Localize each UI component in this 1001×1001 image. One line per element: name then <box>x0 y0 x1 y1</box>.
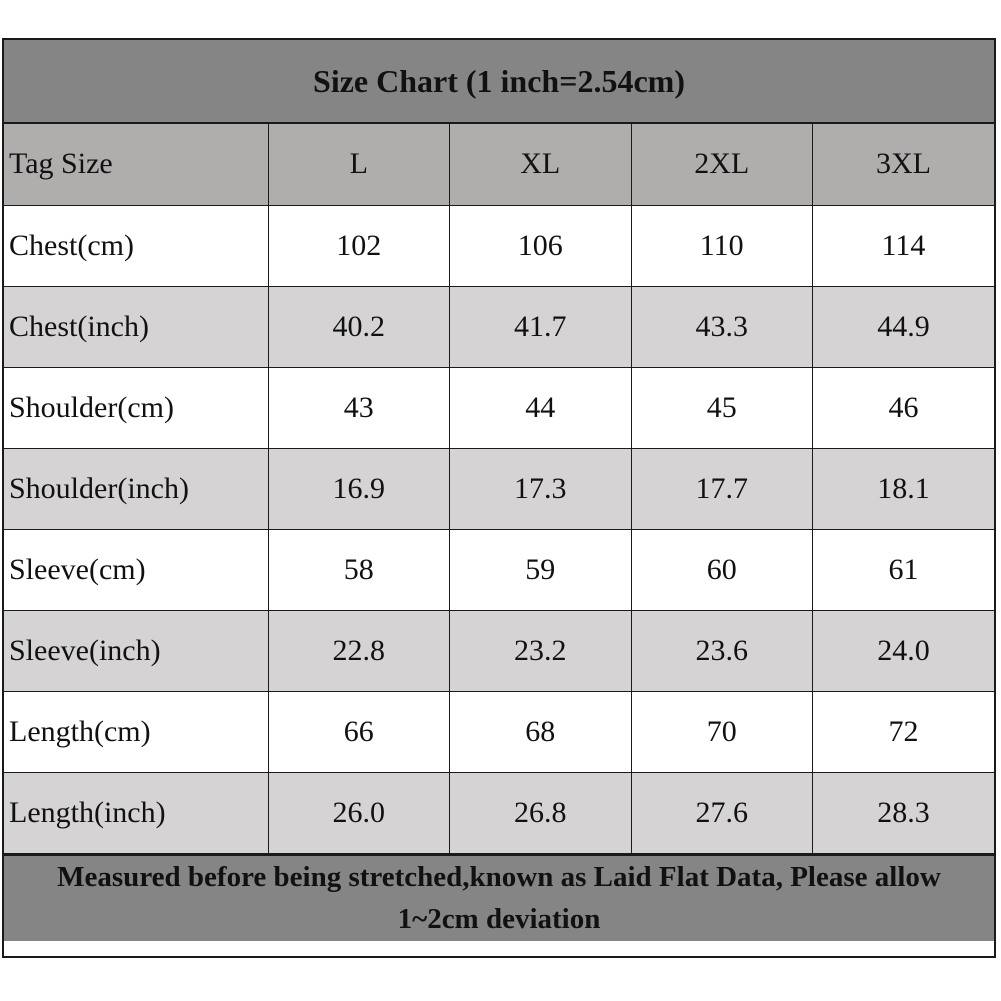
table-cell: 59 <box>450 529 632 610</box>
table-cell: 44.9 <box>813 286 995 367</box>
table-cell: 72 <box>813 691 995 772</box>
size-header: 3XL <box>813 124 995 205</box>
table-cell: 43.3 <box>631 286 813 367</box>
table-cell: 17.3 <box>450 448 632 529</box>
row-label: Shoulder(cm) <box>4 367 268 448</box>
table-cell: 102 <box>268 205 450 286</box>
table-cell: 23.2 <box>450 610 632 691</box>
row-label: Chest(cm) <box>4 205 268 286</box>
row-label: Sleeve(inch) <box>4 610 268 691</box>
table-row <box>4 286 994 367</box>
table-cell: 41.7 <box>450 286 632 367</box>
table-cell: 66 <box>268 691 450 772</box>
size-header: L <box>268 124 450 205</box>
table-cell: 43 <box>268 367 450 448</box>
table-cell: 26.8 <box>450 772 632 853</box>
table-cell: 22.8 <box>268 610 450 691</box>
table-row <box>4 691 994 772</box>
table-cell: 44 <box>450 367 632 448</box>
size-header: 2XL <box>631 124 813 205</box>
row-label: Length(cm) <box>4 691 268 772</box>
size-header: XL <box>450 124 632 205</box>
table-row <box>4 205 994 286</box>
table-row <box>4 529 994 610</box>
size-chart <box>2 38 996 958</box>
table-row <box>4 448 994 529</box>
table-row <box>4 610 994 691</box>
footer-note: Measured before being stretched,known as Laid Flat Data, Please allow 1~2cm deviation <box>4 854 994 941</box>
table-cell: 114 <box>813 205 995 286</box>
table-cell: 18.1 <box>813 448 995 529</box>
table-cell: 28.3 <box>813 772 995 853</box>
table-row <box>4 772 994 853</box>
table-cell: 16.9 <box>268 448 450 529</box>
table-cell: 40.2 <box>268 286 450 367</box>
row-label: Sleeve(cm) <box>4 529 268 610</box>
table-cell: 46 <box>813 367 995 448</box>
table-cell: 26.0 <box>268 772 450 853</box>
table-cell: 27.6 <box>631 772 813 853</box>
table-cell: 61 <box>813 529 995 610</box>
chart-title: Size Chart (1 inch=2.54cm) <box>4 40 994 124</box>
table-cell: 24.0 <box>813 610 995 691</box>
table-cell: 58 <box>268 529 450 610</box>
size-table <box>4 124 994 854</box>
header-label: Tag Size <box>4 124 268 205</box>
table-cell: 60 <box>631 529 813 610</box>
table-cell: 106 <box>450 205 632 286</box>
table-row <box>4 367 994 448</box>
table-cell: 17.7 <box>631 448 813 529</box>
row-label: Shoulder(inch) <box>4 448 268 529</box>
table-cell: 70 <box>631 691 813 772</box>
table-cell: 110 <box>631 205 813 286</box>
table-cell: 23.6 <box>631 610 813 691</box>
table-cell: 68 <box>450 691 632 772</box>
header-row <box>4 124 994 205</box>
row-label: Chest(inch) <box>4 286 268 367</box>
table-cell: 45 <box>631 367 813 448</box>
row-label: Length(inch) <box>4 772 268 853</box>
